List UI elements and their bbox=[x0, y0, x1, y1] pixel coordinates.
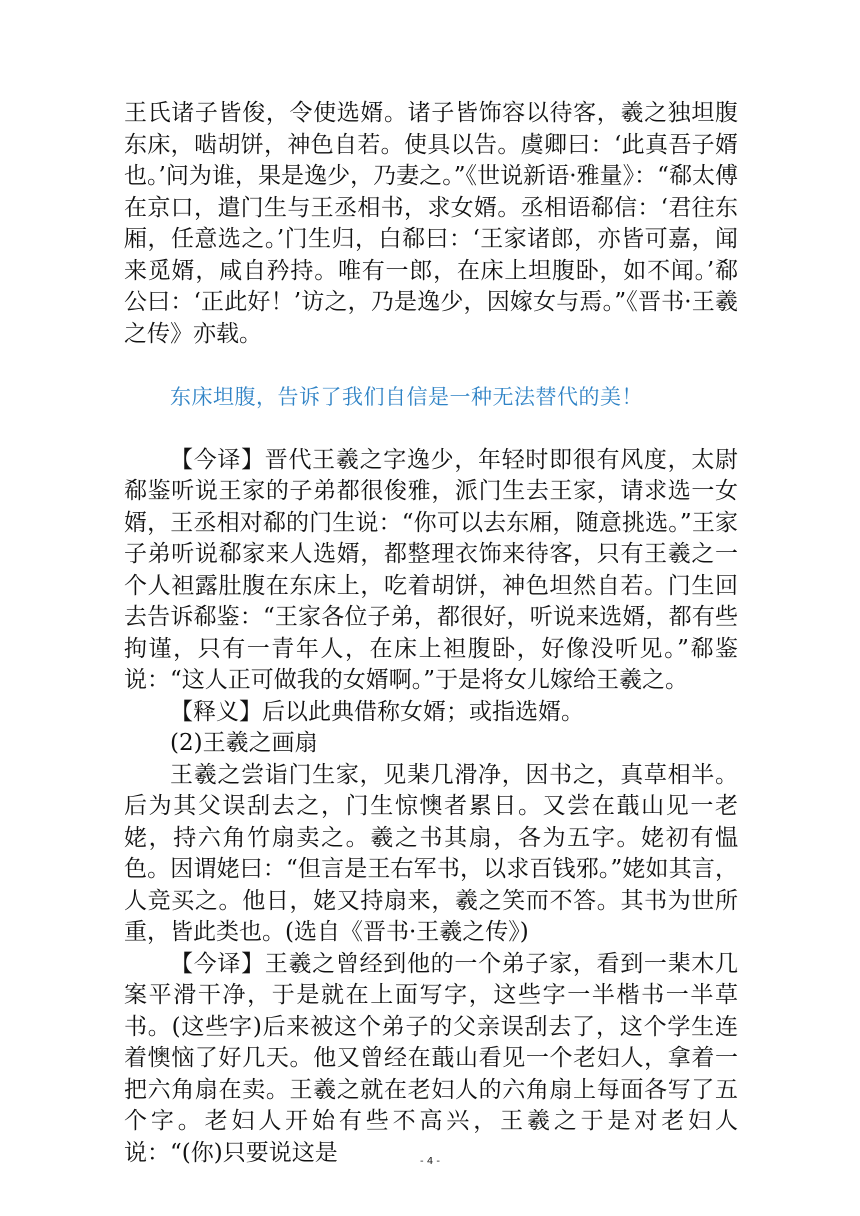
paragraph-story-continued: 王氏诸子皆俊，令使选婿。诸子皆饰容以待客，羲之独坦腹东床，啮胡饼，神色自若。使具以告。虞卿曰：‘此真吾子婿也。’问为谁，果是逸少，乃妻之。”《世说新语·雅量》：“郗太傅在京口，遣门生与王丞相书，求女婿。丞相语郗信：‘君往东厢，任意选之。’门生归，白郗曰：‘王家诸郎，亦皆可嘉，闻来觅婿，咸自矜持。唯有一郎，在床上坦腹卧，如不闻。’郗公曰：‘正此好！’访之，乃是逸少，因嫁女与焉。”《晋书·王羲之传》亦载。 bbox=[124, 100, 738, 347]
section-heading: (2)王羲之画扇 bbox=[170, 730, 318, 756]
paragraph-translation-2: 【今译】王羲之曾经到他的一个弟子家，看到一棐木几案平滑干净，于是就在上面写字，这些字一半楷书一半草书。(这些字)后来被这个弟子的父亲误刮去了，这个学生连着懊恼了好几天。他又曾经在蕺山看见一个老妇人，拿着一把六角扇在卖。王羲之就在老妇人的六角扇上每面各写了五个字。老妇人开始有些不高兴，王羲之于是对老妇人说：“(你)只要说这是 bbox=[124, 950, 738, 1166]
paragraph-explanation: 【释义】后以此典借称女婿；或指选婿。 bbox=[170, 698, 584, 725]
blank-line bbox=[124, 413, 738, 445]
document-body bbox=[124, 98, 738, 1169]
page-number: - 4 - bbox=[420, 1156, 440, 1167]
blank-line bbox=[124, 350, 738, 382]
paragraph-translation-1: 【今译】晋代王羲之字逸少，年轻时即很有风度，太尉郗鉴听说王家的子弟都很俊雅，派门生去王家，请求选一女婿，王丞相对郗的门生说：“你可以去东厢，随意挑选。”王家子弟听说郗家来人选婿，都整理衣饰来待客，只有王羲之一个人袒露肚腹在东床上，吃着胡饼，神色坦然自若。门生回去告诉郗鉴：“王家各位子弟，都很好，听说来选婿，都有些拘谨，只有一青年人，在床上袒腹卧，好像没听见。”郗鉴说：“这人正可做我的女婿啊。”于是将女儿嫁给王羲之。 bbox=[124, 446, 738, 693]
paragraph-original-text: 王羲之尝诣门生家，见棐几滑净，因书之，真草相半。后为其父误刮去之，门生惊懊者累日。又尝在蕺山见一老姥，持六角竹扇卖之。羲之书其扇，各为五字。姥初有愠色。因谓姥曰：“但言是王右军书，以求百钱邪。”姥如其言，人竞买之。他日，姥又持扇来，羲之笑而不答。其书为世所重，皆此类也。(选自《晋书·王羲之传》) bbox=[124, 761, 738, 945]
highlight-sentence: 东床坦腹，告诉了我们自信是一种无法替代的美！ bbox=[170, 384, 643, 409]
